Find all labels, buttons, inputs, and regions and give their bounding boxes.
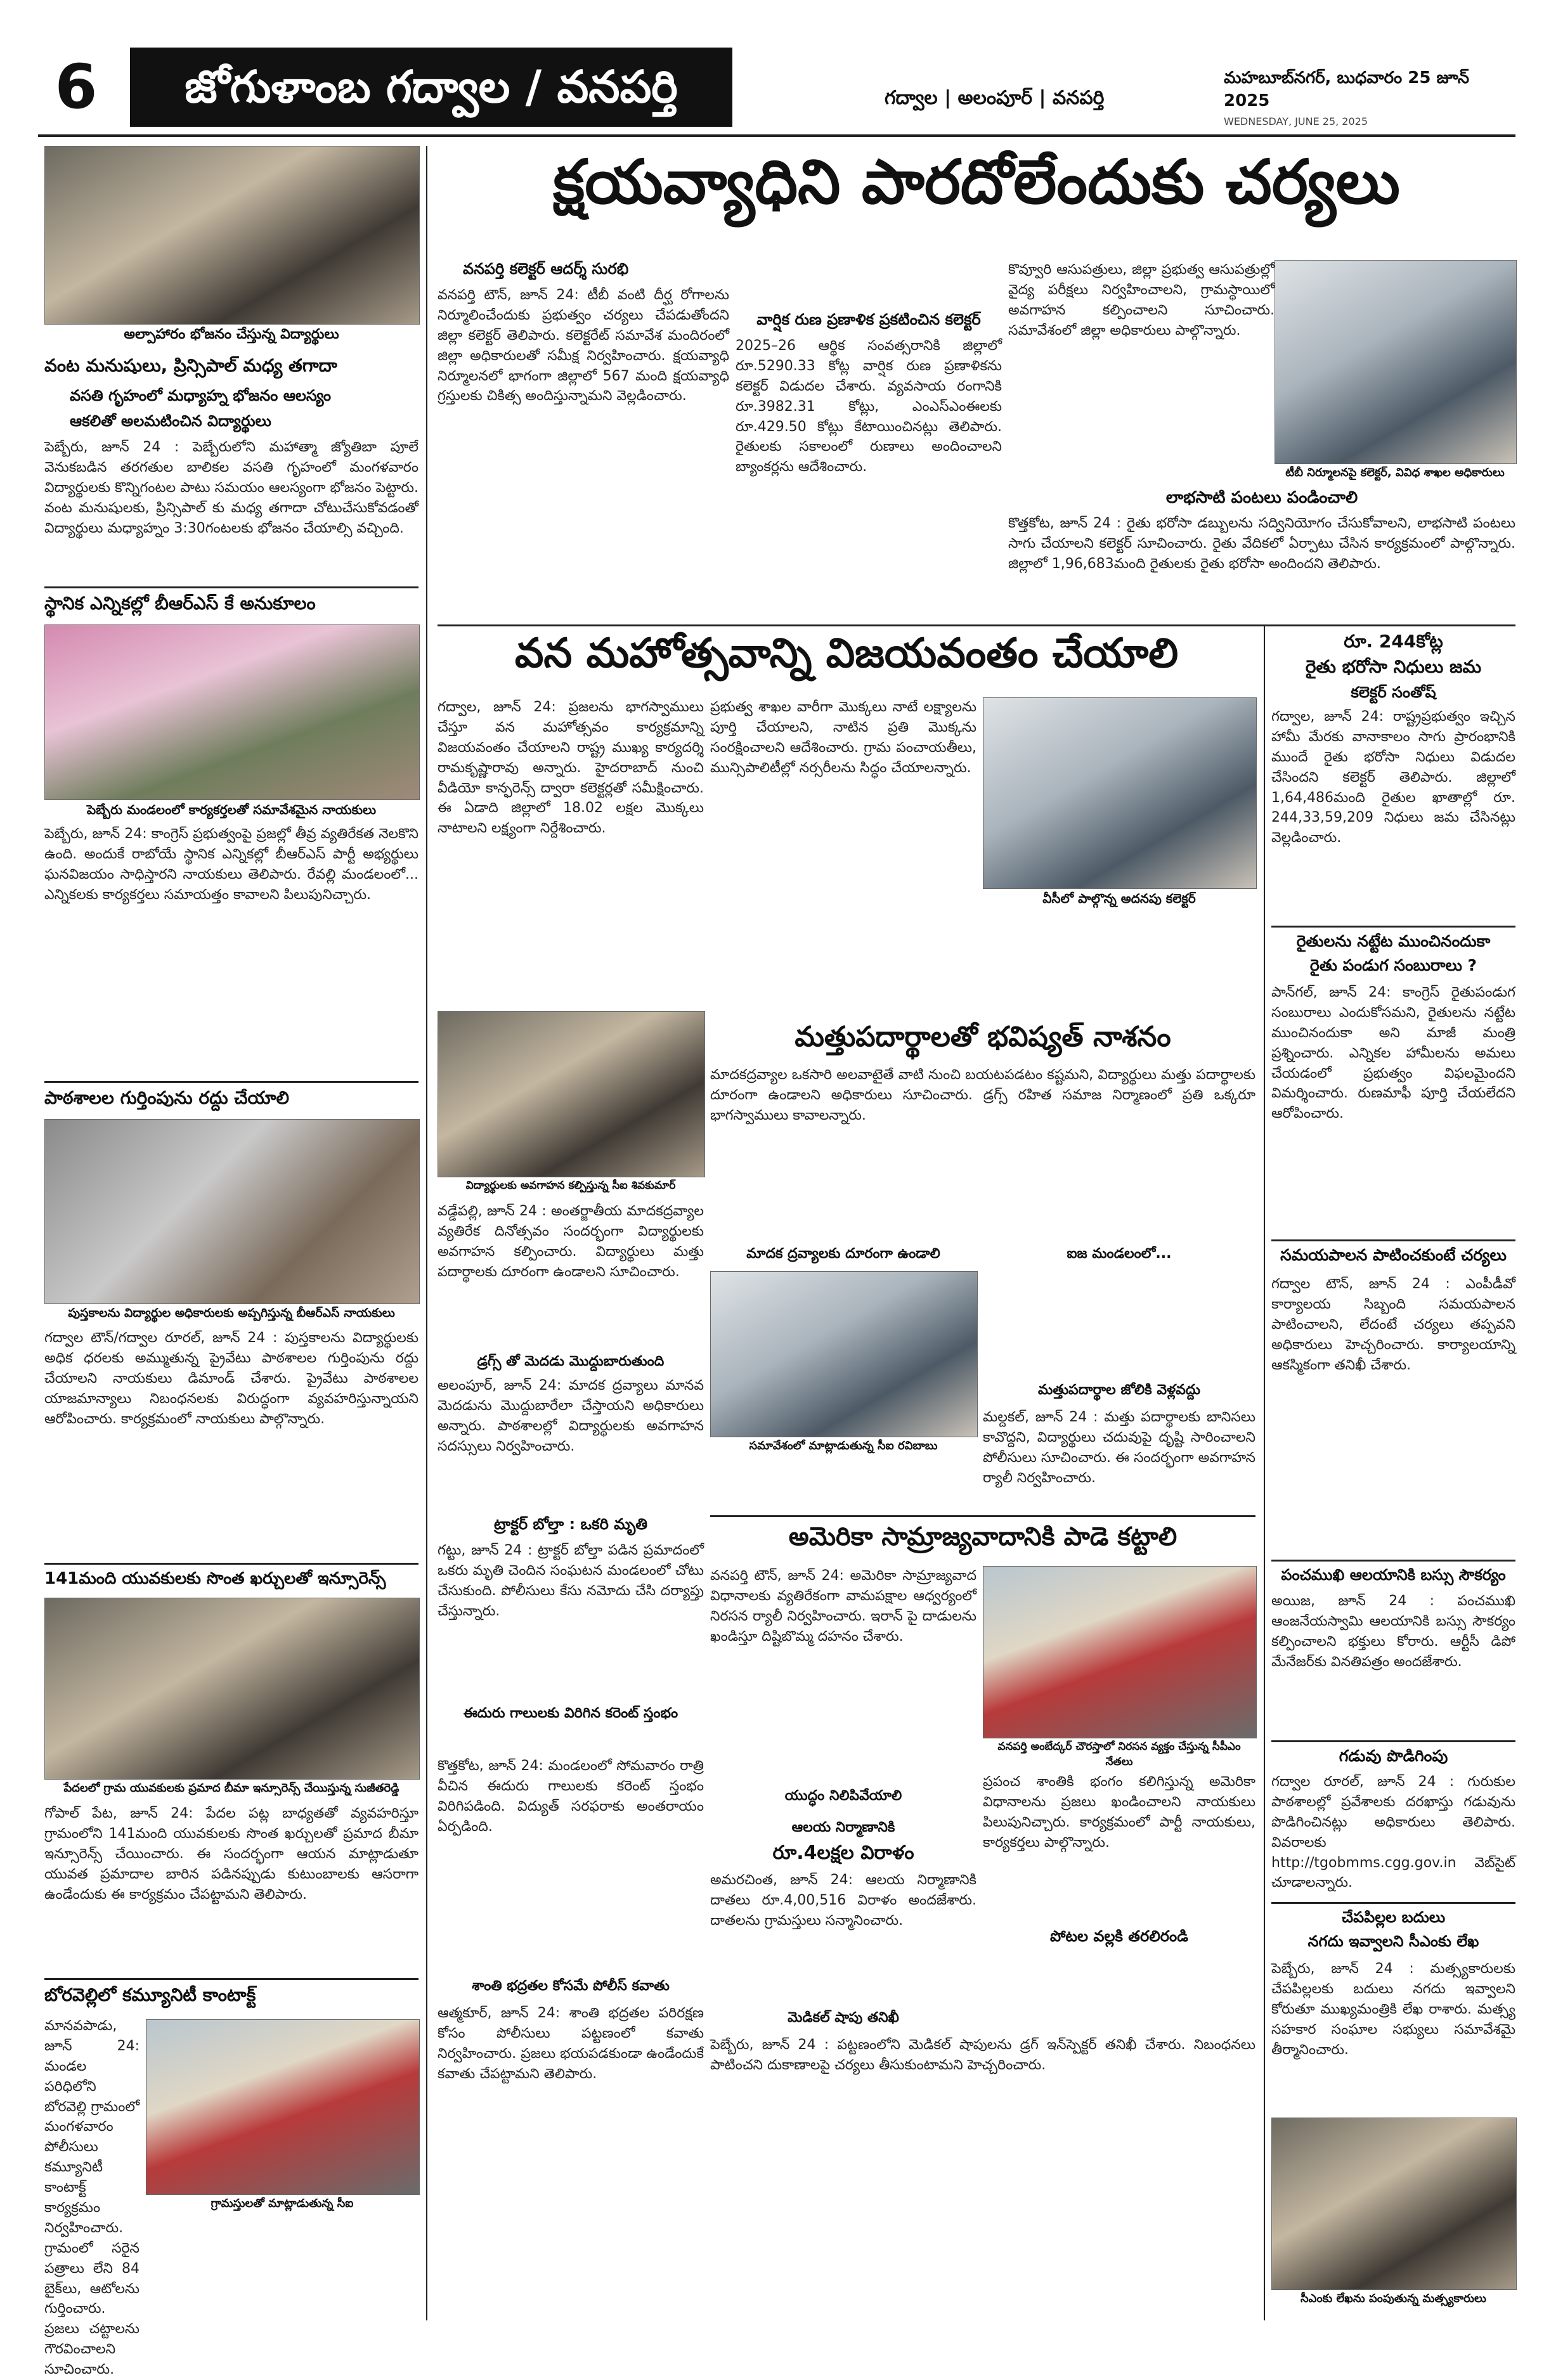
headline: చేపపిల్లల బదులు [1341, 1908, 1446, 1926]
article-body: వనపర్తి టౌన్, జూన్ 24: అమెరికా సామ్రాజ్యవాద విధానాలకు వ్యతిరేకంగా వామపక్షాల ఆధ్వర్యంలో నిరసన ర్యాలీ నిర్వహించారు. ఇరాన్ పై దాడులను ఖండిస్తూ దిష్టిబొమ్మ దహనం చేశారు. [710, 1568, 976, 1645]
headline: రైతులను నట్టేట ముంచినందుకా [1296, 932, 1491, 950]
headline: వంట మనుషులు, ప్రిన్సిపాల్ మధ్య తగాదా [44, 355, 337, 376]
divider [44, 1563, 418, 1565]
article-body: పాన్‌గల్, జూన్ 24: కాంగ్రెస్ రైతుపండుగ సంబురాలు ఎందుకోసమని, రైతులను నట్టేట ముంచినందుకా అని మాజీ మంత్రి ప్రశ్నించారు. ఎన్నికల హామీలను అమలు చేయడంలో ప్రభుత్వం విఫలమైందని విమర్శించారు. రుణమాఫీ పూర్తి చేయలేదని ఆరోపించారు. [1271, 985, 1515, 1122]
headline: సమయపాలన పాటించకుంటే చర్యలు [1280, 1246, 1507, 1264]
insurance-event-photo [44, 1598, 420, 1780]
divider [1271, 1239, 1515, 1241]
subheadline: డ్రగ్స్ తో మెదడు మొద్దుబారుతుంది [477, 1354, 665, 1369]
headline: మత్తుపదార్థాలతో భవిష్యత్ నాశనం [795, 1021, 1171, 1053]
dateline [1224, 68, 1515, 126]
headline: స్థానిక ఎన్నికల్లో బీఆర్ఎస్ కే అనుకూలం [44, 593, 316, 614]
date-telugu: మహబూబ్‌నగర్, బుధవారం 25 జూన్ 2025 [1224, 68, 1469, 110]
article-body: గద్వాల రూరల్, జూన్ 24 : గురుకుల పాఠశాలల్లో ప్రవేశాలకు దరఖాస్తు గడువును పొడిగించినట్లు అధికారులు తెలిపారు. వివరాలకు http://tgobmms.cgg.gov.in వెబ్‌సైట్ చూడాలన్నారు. [1271, 1774, 1515, 1891]
subheadline: శాంతి భద్రతల కోసమే పోలీస్ కవాతు [472, 1978, 670, 1994]
divider [1271, 926, 1515, 928]
divider [44, 586, 418, 588]
headline: వన మహోత్సవాన్ని విజయవంతం చేయాలి [514, 630, 1179, 677]
headline: పంచముఖి ఆలయానికి బస్సు సౌకర్యం [1281, 1566, 1506, 1584]
photo-caption: సీఎంకు లేఖను పంపుతున్న మత్స్యకారులు [1301, 2292, 1486, 2305]
subheadline: ఐజ మండలంలో... [1067, 1246, 1172, 1262]
lead-headline: క్షయవ్యాధిని పారదోలేందుకు చర్యలు [553, 146, 1400, 217]
students-awareness-photo [438, 1011, 705, 1177]
article-body: పెబ్బేరు, జూన్ 24 : పెబ్బేరులోని మహాత్మా జ్యోతిబా పూలే వెనుకబడిన తరగతుల బాలికల వసతి గృహంలో మంగళవారం విద్యార్థులకు కొన్నిగంటల పాటు సమయం ఆలస్యంగా భోజనం పెట్టారు. వంట మనుషులకు, ప్రిన్సిపాల్ కు మధ్య తగాదా చోటుచేసుకోవడంతో విద్యార్థులు మధ్యాహ్నం 3:30గంటలకు భోజనం చేయాల్సి వచ్చింది. [44, 439, 418, 536]
photo-caption: సమావేశంలో మాట్లాడుతున్న సీఐ రవిబాబు [749, 1439, 938, 1452]
awareness-meeting-photo [710, 1271, 978, 1437]
article-body: గద్వాల టౌన్/గద్వాల రూరల్, జూన్ 24 : పుస్తకాలను విద్యార్థులకు అధిక ధరలకు అమ్ముతున్న ప్రైవేటు పాఠశాలల గుర్తింపును రద్దు చేయాలని నాయకులు డిమాండ్ చేశారు. ప్రైవేటు పాఠశాలల యాజమాన్యాలు నిబంధనలకు విరుద్ధంగా వ్యవహరిస్తున్నాయని ఆరోపించారు. కార్యక్రమంలో నాయకులు పాల్గొన్నారు. [44, 1330, 418, 1427]
subheadline: ఆలయ నిర్మాణానికి [791, 1820, 895, 1835]
party-meeting-photo [44, 624, 420, 800]
article-body: కొవ్వూరి ఆసుపత్రులు, జిల్లా ప్రభుత్వ ఆసుపత్రుల్లో వైద్య పరీక్షలు నిర్వహించాలని, గ్రామస్థాయిలో అవగాహన కల్పించాలని సూచించారు. సమావేశంలో జిల్లా అధికారులు పాల్గొన్నారు. [1008, 262, 1275, 339]
headline: రైతు భరోసా నిధులు జమ [1305, 656, 1482, 677]
column-rule [426, 146, 427, 2320]
article-body: కొత్తకోట, జూన్ 24: మండలంలో సోమవారం రాత్రి వీచిన ఈదురు గాలులకు కరెంట్ స్తంభం విరిగిపడింది. విద్యుత్ సరఫరాకు అంతరాయం ఏర్పడింది. [438, 1758, 704, 1835]
article-body: గట్టు, జూన్ 24 : ట్రాక్టర్ బోల్తా పడిన ప్రమాదంలో ఒకరు మృతి చెందిన సంఘటన మండలంలో చోటు చేసుకుంది. పోలీసులు కేసు నమోదు చేసి దర్యాప్తు చేస్తున్నారు. [438, 1542, 704, 1619]
subheadline: యుద్ధం నిలిపివేయాలి [784, 1788, 902, 1804]
article-body: అలంపూర్, జూన్ 24: మాదక ద్రవ్యాలు మానవ మెదడును మొద్దుబారేలా చేస్తాయని అధికారులు అన్నారు. పాఠశాలల్లో విద్యార్థులకు అవగాహన సదస్సులు నిర్వహించారు. [438, 1378, 704, 1454]
tb-meeting-photo [1275, 260, 1517, 464]
article-body: గోపాల్ పేట, జూన్ 24: పేదల పట్ల బాధ్యతతో వ్యవహరిస్తూ గ్రామంలోని 141మంది యువకులకు సొంత ఖర్చులతో ప్రమాద బీమా ఇన్సూరెన్స్ చేయించారు. ఈ సందర్భంగా ఆయన మాట్లాడుతూ యువత ప్రమాదాల బారిన పడినప్పుడు కుటుంబాలకు ఆసరాగా ఉండేందుకు ఈ కార్యక్రమం చేపట్టామని తెలిపారు. [44, 1806, 418, 1903]
photo-caption: పేదలలో గ్రామ యువకులకు ప్రమాద బీమా ఇన్సూరెన్స్ చేయిస్తున్న సుజీతరెడ్డి [63, 1782, 399, 1795]
page-number: 6 [55, 51, 98, 122]
article-body: గద్వాల, జూన్ 24: రాష్ట్రప్రభుత్వం ఇచ్చిన హామీ మేరకు వానాకాలం సాగు ప్రారంభానికి ముందే రైతు భరోసా నిధులు విడుదల చేసిందని కలెక్టర్ తెలిపారు. జిల్లాలో 1,64,486మంది రైతుల ఖాతాల్లో రూ. 244,33,59,209 నిధులు జమ చేసినట్లు వెల్లడించారు. [1271, 709, 1515, 846]
article-body: మల్దకల్, జూన్ 24 : మత్తు పదార్థాలకు బానిసలు కావొద్దని, విద్యార్థులు చదువుపై దృష్టి సారించాలని పోలీసులు సూచించారు. ఈ సందర్భంగా అవగాహన ర్యాలీ నిర్వహించారు. [983, 1409, 1255, 1486]
article-body: కొత్తకోట, జూన్ 24 : రైతు భరోసా డబ్బులను సద్వినియోగం చేసుకోవాలని, లాభసాటి పంటలు సాగు చేయాలని కలెక్టర్ సూచించారు. రైతు వేదికలో ఏర్పాటు చేసిన కార్యక్రమంలో పాల్గొన్నారు. జిల్లాలో 1,96,683మంది రైతులకు రైతు భరోసా అందిందని తెలిపారు. [1008, 515, 1515, 572]
divider [710, 1515, 1255, 1517]
column-rule [1264, 624, 1265, 2320]
divider [438, 624, 1515, 626]
article-body: పెబ్బేరు, జూన్ 24 : మత్స్యకారులకు చేపపిల్లలకు బదులు నగదు ఇవ్వాలని కోరుతూ ముఖ్యమంత్రికి లేఖ రాశారు. మత్స్య సహకార సంఘాల సభ్యులు సమావేశమై తీర్మానించారు. [1271, 1961, 1515, 2058]
video-conference-photo [983, 697, 1257, 889]
divider [44, 1978, 418, 1980]
photo-caption: వీసీలో పాల్గొన్న అదనపు కలెక్టర్ [1042, 891, 1196, 906]
article-body: ప్రభుత్వ శాఖల వారీగా మొక్కలు నాటే లక్ష్యాలను పూర్తి చేయాలని, నాటిన ప్రతి మొక్కను సంరక్షించాలని ఆదేశించారు. గ్రామ పంచాయతీలు, మున్సిపాలిటీల్లో నర్సరీలను సిద్ధం చేయాలన్నారు. [710, 699, 976, 776]
subheadline: వసతి గృహంలో మధ్యాహ్న భోజనం ఆలస్యం [70, 387, 332, 404]
headline: రైతు పండుగ సంబురాలు ? [1309, 956, 1477, 974]
headline: గడువు పొడిగింపు [1339, 1747, 1448, 1765]
headline: నగదు ఇవ్వాలని సీఎంకు లేఖ [1307, 1932, 1479, 1950]
photo-caption: వనపర్తి అంబేద్కర్ చౌరస్తాలో నిరసన వ్యక్తం చేస్తున్న సీపీఎం నేతలు [997, 1740, 1241, 1768]
divider [1271, 1902, 1515, 1904]
headline: పాఠశాలల గుర్తింపును రద్దు చేయాలి [44, 1087, 290, 1108]
divider [1271, 1560, 1515, 1562]
headline: లాభసాటి పంటలు పండించాలి [1165, 488, 1358, 507]
masthead-rule [38, 134, 1515, 137]
photo-caption: అల్పాహారం భోజనం చేస్తున్న విద్యార్థులు [124, 327, 339, 342]
students-lunch-photo [44, 146, 420, 325]
article-body: 2025–26 ఆర్థిక సంవత్సరానికి జిల్లాలో రూ.5290.33 కోట్ల వార్షిక రుణ ప్రణాళికను కలెక్టర్ విడుదల చేశారు. వ్యవసాయ రంగానికి రూ.3982.31 కోట్లు, ఎంఎస్ఎంఈలకు రూ.429.50 కోట్లు కేటాయించినట్లు తెలిపారు. రైతులకు సకాలంలో రుణాలు అందించాలని బ్యాంకర్లను ఆదేశించారు. [736, 338, 1002, 475]
article-body: ఆత్మకూర్, జూన్ 24: శాంతి భద్రతల పరిరక్షణ కోసం పోలీసులు పట్టణంలో కవాతు నిర్వహించారు. ప్రజలు భయపడకుండా ఉండేందుకే కవాతు చేపట్టామని తెలిపారు. [438, 2005, 704, 2082]
article-body: ప్రపంచ శాంతికి భంగం కలిగిస్తున్న అమెరికా విధానాలను ప్రజలు ఖండించాలని నాయకులు పిలుపునిచ్చారు. కార్యక్రమంలో పార్టీ నాయకులు, కార్యకర్తలు పాల్గొన్నారు. [983, 1774, 1255, 1851]
article-body: వడ్డేపల్లి, జూన్ 24 : అంతర్జాతీయ మాదకద్రవ్యాల వ్యతిరేక దినోత్సవం సందర్భంగా విద్యార్థులకు అవగాహన కల్పించారు. విద్యార్థులు మత్తు పదార్థాలకు దూరంగా ఉండాలని సూచించారు. [438, 1203, 704, 1280]
subheadline: వార్షిక రుణ ప్రణాళిక ప్రకటించిన కలెక్టర్ [756, 311, 981, 328]
byline: కలెక్టర్ సంతోష్ [1351, 683, 1436, 701]
photo-caption: విద్యార్థులకు అవగాహన కల్పిస్తున్న సీఐ శివకుమార్ [465, 1179, 676, 1192]
article-body: గద్వాల, జూన్ 24: ప్రజలను భాగస్వాములు చేస్తూ వన మహోత్సవం కార్యక్రమాన్ని విజయవంతం చేయాలని రాష్ట్ర ముఖ్య కార్యదర్శి రామకృష్ణారావు అన్నారు. హైదరాబాద్ నుంచి వీడియో కాన్ఫరెన్స్ ద్వారా కలెక్టర్లతో సమీక్షించారు. ఈ ఏడాది జిల్లాలో 18.02 లక్షల మొక్కలు నాటాలని లక్ష్యంగా నిర్దేశించారు. [438, 699, 704, 837]
fishermen-photo [1271, 2118, 1517, 2290]
headline: 141మంది యువకులకు సొంత ఖర్చులతో ఇన్సూరెన్స్ [44, 1569, 386, 1588]
section-subtitle: గద్వాల | అలంపూర్ | వనపర్తి [885, 87, 1105, 109]
photo-caption: పుస్తకాలను విద్యార్థుల అధికారులకు అప్పగిస్తున్న బీఆర్ఎస్ నాయకులు [68, 1306, 395, 1320]
divider [1271, 1740, 1515, 1742]
headline: రూ. 244కోట్ల [1344, 631, 1443, 652]
article-body: అమరచింత, జూన్ 24: ఆలయ నిర్మాణానికి దాతలు రూ.4,00,516 విరాళం అందజేశారు. దాతలను గ్రామస్తులు సన్మానించారు. [710, 1872, 976, 1929]
subheadline: రూ.4లక్షల విరాళం [772, 1842, 914, 1864]
article-body: గద్వాల టౌన్, జూన్ 24 : ఎంపీడీవో కార్యాలయ సిబ్బంది సమయపాలన పాటించాలని, లేదంటే చర్యలు తప్పవని అధికారులు హెచ్చరించారు. కార్యాలయాన్ని ఆకస్మికంగా తనిఖీ చేశారు. [1271, 1276, 1515, 1373]
subheadline: ఈదురు గాలులకు విరిగిన కరెంట్ స్తంభం [463, 1705, 678, 1721]
subheadline: ట్రాక్టర్ బోల్తా : ఒకరి మృతి [494, 1515, 647, 1533]
section-title: జోగుళాంబ గద్వాల / వనపర్తి [130, 48, 732, 127]
article-body: అయిజ, జూన్ 24 : పంచముఖి ఆంజనేయస్వామి ఆలయానికి బస్సు సౌకర్యం కల్పించాలని భక్తులు కోరారు. ఆర్టీసీ డిపో మేనేజర్‌కు వినతిపత్రం అందజేశారు. [1271, 1593, 1515, 1670]
photo-caption: గ్రామస్తులతో మాట్లాడుతున్న సీఐ [211, 2197, 354, 2210]
article-body: మానవపాడు, జూన్ 24: మండల పరిధిలోని బోరవెల్లి గ్రామంలో మంగళవారం పోలీసులు కమ్యూనిటీ కాంటాక్ట్ కార్యక్రమం నిర్వహించారు. గ్రామంలో సరైన పత్రాలు లేని 84 బైక్‌లు, ఆటోలను గుర్తించారు. ప్రజలు చట్టాలను గౌరవించాలని సూచించారు. [44, 2018, 139, 2378]
community-contact-photo [146, 2019, 420, 2195]
books-handover-photo [44, 1119, 420, 1304]
headline: బోరవెల్లిలో కమ్యూనిటీ కాంటాక్ట్ [44, 1984, 256, 2005]
protest-photo [983, 1566, 1257, 1738]
subheadline: మెడికల్ షాపు తనిఖీ [788, 2010, 899, 2026]
date-english: WEDNESDAY, JUNE 25, 2025 [1224, 115, 1368, 127]
divider [44, 1081, 418, 1083]
subheadline: మాదక ద్రవ్యాలకు దూరంగా ఉండాలి [746, 1246, 940, 1262]
subheadline: పోటల వల్లకి తరలిరండి [1050, 1927, 1188, 1945]
article-body: పెబ్బేరు, జూన్ 24 : పట్టణంలోని మెడికల్ షాపులను డ్రగ్ ఇన్‌స్పెక్టర్ తనిఖీ చేశారు. నిబంధనలు పాటించని దుకాణాలపై చర్యలు తీసుకుంటామని హెచ్చరించారు. [710, 2037, 1255, 2073]
article-body: వనపర్తి టౌన్, జూన్ 24: టీబీ వంటి దీర్ఘ రోగాలను నిర్మూలించేందుకు ప్రభుత్వం చర్యలు చేపడుతోందని జిల్లా కలెక్టర్ తెలిపారు. కలెక్టరేట్ సమావేశ మందిరంలో జిల్లా అధికారులతో సమీక్ష నిర్వహించారు. క్షయవ్యాధి నిర్మూలనలో భాగంగా జిల్లాలో 567 మంది క్షయవ్యాధి గ్రస్తులకు చికిత్స అందిస్తున్నామని వెల్లడించారు. [438, 287, 729, 404]
subheadline: ఆకలితో అలమటించిన విద్యార్థులు [70, 412, 271, 430]
article-body: మాదకద్రవ్యాల ఒకసారి అలవాటైతే వాటి నుంచి బయటపడటం కష్టమని, విద్యార్థులు మత్తు పదార్థాలకు దూరంగా ఉండాలని అధికారులు సూచించారు. డ్రగ్స్ రహిత సమాజ నిర్మాణంలో ప్రతి ఒక్కరూ భాగస్వాములు కావాలన్నారు. [710, 1067, 1255, 1123]
photo-caption: టీబీ నిర్మూలనపై కలెక్టర్, వివిధ శాఖల అధికారులు [1285, 466, 1505, 479]
photo-caption: పెబ్బేరు మండలంలో కార్యకర్తలతో సమావేశమైన నాయకులు [86, 802, 377, 817]
article-body: పెబ్బేరు, జూన్ 24: కాంగ్రెస్ ప్రభుత్వంపై ప్రజల్లో తీవ్ర వ్యతిరేకత నెలకొని ఉంది. అందుకే రాబోయే స్థానిక ఎన్నికల్లో బీఆర్ఎస్ పార్టీ అభ్యర్థులు ఘనవిజయం సాధిస్తారని నాయకులు తెలిపారు. రేవల్లి మండలంలో... ఎన్నికలకు కార్యకర్తలు సమాయత్తం కావాలని పిలుపునిచ్చారు. [44, 826, 418, 903]
subheadline: మత్తుపదార్థాల జోలికి వెళ్లవద్దు [1038, 1382, 1200, 1398]
headline: అమెరికా సామ్రాజ్యవాదానికి పాడె కట్టాలి [788, 1522, 1177, 1551]
byline: వనపర్తి కలెక్టర్ ఆదర్శ్ సురభి [463, 260, 629, 278]
